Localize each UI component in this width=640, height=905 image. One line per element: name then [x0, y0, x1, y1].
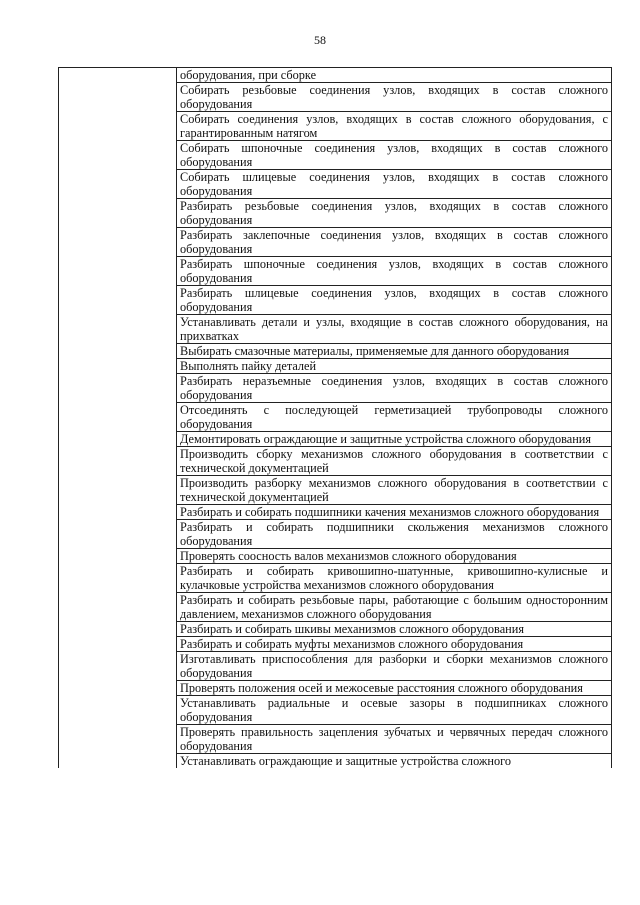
- skill-cell: Выполнять пайку деталей: [177, 359, 612, 374]
- skill-cell: Изготавливать приспособления для разборки и сборки механизмов сложного оборудования: [177, 652, 612, 681]
- skill-cell: Устанавливать радиальные и осевые зазоры в подшипниках сложного оборудования: [177, 696, 612, 725]
- skill-cell: Устанавливать ограждающие и защитные устройства сложного: [177, 754, 612, 769]
- skill-cell: Проверять соосность валов механизмов сложного оборудования: [177, 549, 612, 564]
- table-row: [59, 68, 612, 83]
- skill-cell: оборудования, при сборке: [177, 68, 612, 83]
- page-number: 58: [314, 33, 326, 47]
- table-body: [59, 68, 612, 769]
- skill-cell: Отсоединять с последующей герметизацией трубопроводы сложного оборудования: [177, 403, 612, 432]
- left-column-cell: [59, 68, 177, 769]
- skills-table: [58, 67, 612, 768]
- skill-cell: Разбирать и собирать кривошипно-шатунные, кривошипно-кулисные и кулачковые устройства механизмов сложного оборудования: [177, 564, 612, 593]
- skill-cell: Производить сборку механизмов сложного оборудования в соответствии с технической документацией: [177, 447, 612, 476]
- skill-cell: Разбирать резьбовые соединения узлов, входящих в состав сложного оборудования: [177, 199, 612, 228]
- skill-cell: Проверять положения осей и межосевые расстояния сложного оборудования: [177, 681, 612, 696]
- skill-cell: Разбирать и собирать подшипники качения механизмов сложного оборудования: [177, 505, 612, 520]
- skill-cell: Собирать резьбовые соединения узлов, входящих в состав сложного оборудования: [177, 83, 612, 112]
- skill-cell: Устанавливать детали и узлы, входящие в состав сложного оборудования, на прихватках: [177, 315, 612, 344]
- skill-cell: Проверять правильность зацепления зубчатых и червячных передач сложного оборудования: [177, 725, 612, 754]
- skill-cell: Разбирать шлицевые соединения узлов, входящих в состав сложного оборудования: [177, 286, 612, 315]
- skill-cell: Собирать соединения узлов, входящих в состав сложного оборудования, с гарантированным натягом: [177, 112, 612, 141]
- skill-cell: Разбирать и собирать муфты механизмов сложного оборудования: [177, 637, 612, 652]
- skill-cell: Производить разборку механизмов сложного оборудования в соответствии с технической документацией: [177, 476, 612, 505]
- skill-cell: Разбирать и собирать шкивы механизмов сложного оборудования: [177, 622, 612, 637]
- skill-cell: Разбирать и собирать подшипники скольжения механизмов сложного оборудования: [177, 520, 612, 549]
- skill-cell: Выбирать смазочные материалы, применяемые для данного оборудования: [177, 344, 612, 359]
- skill-cell: Разбирать шпоночные соединения узлов, входящих в состав сложного оборудования: [177, 257, 612, 286]
- skill-cell: Разбирать неразъемные соединения узлов, входящих в состав сложного оборудования: [177, 374, 612, 403]
- skill-cell: Разбирать и собирать резьбовые пары, работающие с большим односторонним давлением, механизмов сложного оборудования: [177, 593, 612, 622]
- skill-cell: Собирать шпоночные соединения узлов, входящих в состав сложного оборудования: [177, 141, 612, 170]
- skill-cell: Демонтировать ограждающие и защитные устройства сложного оборудования: [177, 432, 612, 447]
- skill-cell: Собирать шлицевые соединения узлов, входящих в состав сложного оборудования: [177, 170, 612, 199]
- skill-cell: Разбирать заклепочные соединения узлов, входящих в состав сложного оборудования: [177, 228, 612, 257]
